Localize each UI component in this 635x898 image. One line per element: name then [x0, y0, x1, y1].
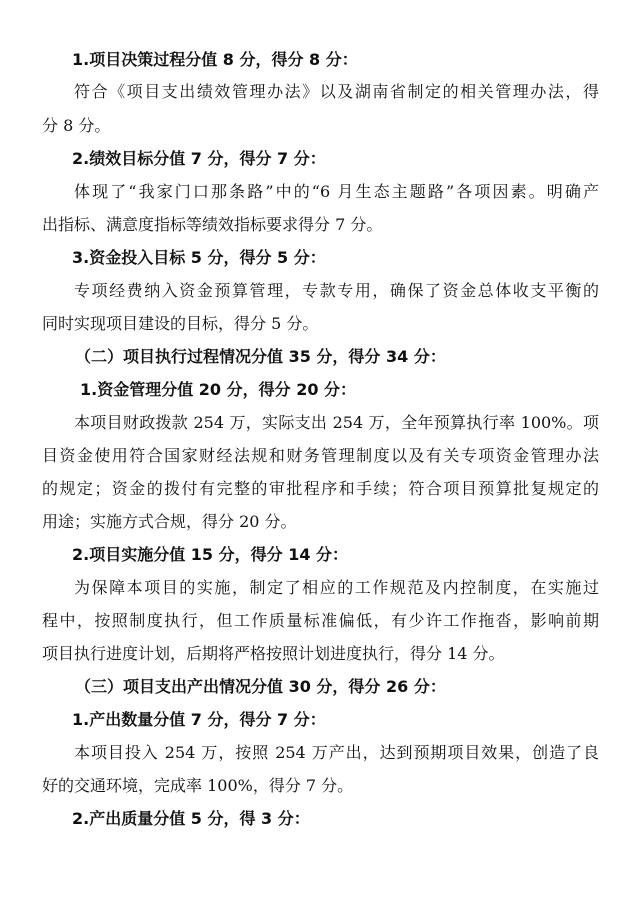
- paragraph-line: 用途；实施方式合规，得分 20 分。: [42, 512, 297, 531]
- heading-output-quantity: 1.产出数量分值 7 分，得分 7 分：: [72, 710, 326, 729]
- heading-fund-management: 1.资金管理分值 20 分，得分 20 分：: [80, 380, 357, 399]
- paragraph-line: 专项经费纳入资金预算管理，专款专用，确保了资金总体收支平衡的: [74, 281, 599, 300]
- heading-output-quality: 2.产出质量分值 5 分，得 3 分：: [72, 809, 310, 828]
- paragraph-line: 体现了“我家门口那条路”中的“6 月生态主题路”各项因素。明确产: [74, 182, 599, 201]
- heading-decision-process: 1.项目决策过程分值 8 分，得分 8 分：: [72, 50, 358, 69]
- heading-project-implementation: 2.项目实施分值 15 分，得分 14 分：: [72, 545, 349, 564]
- paragraph-line: 好的交通环境，完成率 100%，得分 7 分。: [42, 776, 354, 795]
- paragraph-line: 的规定；资金的拨付有完整的审批程序和手续；符合项目预算批复规定的: [42, 479, 599, 498]
- paragraph-line: 本项目财政拨款 254 万，实际支出 254 万，全年预算执行率 100%。项: [74, 413, 599, 432]
- heading-section-two: （二）项目执行过程情况分值 35 分，得分 34 分：: [75, 347, 446, 366]
- paragraph-line: 程中，按照制度执行，但工作质量标准偏低，有少许工作拖沓，影响前期: [42, 611, 599, 630]
- paragraph-line: 出指标、满意度指标等绩效指标要求得分 7 分。: [42, 215, 383, 234]
- paragraph-line: 目资金使用符合国家财经法规和财务管理制度以及有关专项资金管理办法: [42, 446, 599, 465]
- paragraph-line: 本项目投入 254 万，按照 254 万产出，达到预期项目效果，创造了良: [74, 743, 599, 762]
- paragraph-line: 为保障本项目的实施，制定了相应的工作规范及内控制度，在实施过: [74, 578, 599, 597]
- heading-performance-goal: 2.绩效目标分值 7 分，得分 7 分：: [72, 149, 326, 168]
- paragraph-line: 同时实现项目建设的目标，得分 5 分。: [42, 314, 319, 333]
- paragraph-line: 符合《项目支出绩效管理办法》以及湖南省制定的相关管理办法，得: [74, 82, 599, 101]
- heading-fund-input: 3.资金投入目标 5 分，得分 5 分：: [72, 248, 326, 267]
- paragraph-line: 分 8 分。: [42, 116, 111, 135]
- heading-section-three: （三）项目支出产出情况分值 30 分，得分 26 分：: [75, 677, 446, 696]
- paragraph-line: 项目执行进度计划，后期将严格按照计划进度执行，得分 14 分。: [42, 644, 505, 663]
